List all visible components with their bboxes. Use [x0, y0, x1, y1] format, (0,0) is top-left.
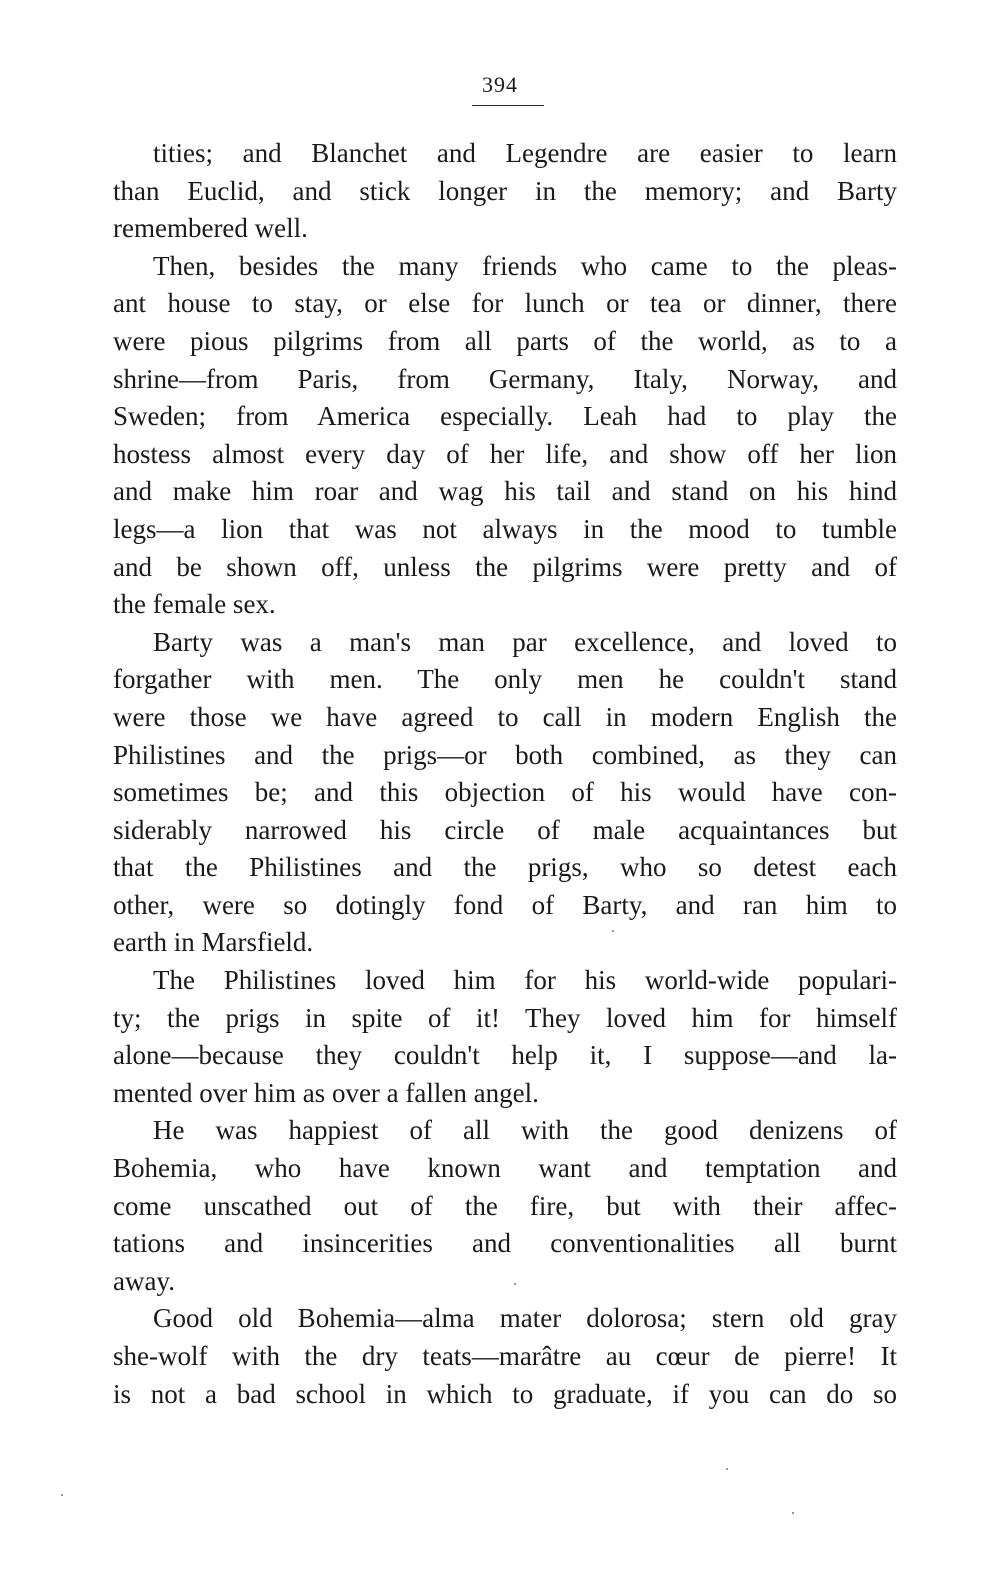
body-text: [113, 135, 897, 1413]
text-line: tations and insincerities and conventionalities all burnt: [113, 1228, 897, 1259]
text-line: come unscathed out of the fire, but with their affec-: [113, 1190, 897, 1221]
text-line: alone—because they couldn't help it, I suppose—and la-: [113, 1040, 897, 1071]
paragraph: [113, 962, 897, 1112]
paper-speck: [792, 1512, 794, 1514]
text-line: than Euclid, and stick longer in the memory; and Barty: [113, 175, 897, 206]
text-line: ant house to stay, or else for lunch or tea or dinner, there: [113, 288, 897, 319]
text-line: other, were so dotingly fond of Barty, and ran him to: [113, 889, 897, 920]
text-line: ty; the prigs in spite of it! They loved him for himself: [113, 1002, 897, 1033]
paragraph: [113, 1112, 897, 1300]
paragraph: [113, 248, 897, 624]
text-line: shrine—from Paris, from Germany, Italy, Norway, and: [113, 363, 897, 394]
text-line: forgather with men. The only men he couldn't stand: [113, 664, 897, 695]
paper-speck: [61, 1494, 63, 1496]
text-line: she-wolf with the dry teats—marâtre au cœur de pierre! It: [113, 1341, 897, 1371]
page-number: 394: [482, 72, 518, 97]
paragraph: [113, 624, 897, 962]
text-line: Good old Bohemia—alma mater dolorosa; stern old gray: [153, 1303, 897, 1334]
text-line: legs—a lion that was not always in the mood to tumble: [113, 513, 897, 544]
text-line: and make him roar and wag his tail and stand on his hind: [113, 476, 897, 507]
text-line: Philistines and the prigs—or both combined, as they can: [113, 739, 897, 770]
text-line: mented over him as over a fallen angel.: [113, 1077, 539, 1108]
text-line: He was happiest of all with the good denizens of: [153, 1115, 897, 1146]
text-line: that the Philistines and the prigs, who so detest each: [113, 852, 897, 883]
text-line: sometimes be; and this objection of his would have con-: [113, 777, 897, 808]
text-line: The Philistines loved him for his world-wide populari-: [153, 965, 897, 996]
text-line: were pious pilgrims from all parts of the world, as to a: [113, 325, 897, 356]
text-line: Sweden; from America especially. Leah had to play the: [113, 401, 897, 432]
paragraph: [113, 1300, 897, 1413]
text-line: is not a bad school in which to graduate, if you can do so: [113, 1378, 897, 1409]
paragraph: [113, 135, 897, 248]
text-line: siderably narrowed his circle of male acquaintances but: [113, 814, 897, 845]
header-rule: [472, 105, 544, 106]
paper-speck: [612, 930, 614, 932]
text-line: Bohemia, who have known want and temptation and: [113, 1153, 897, 1184]
paper-speck: [514, 1283, 516, 1285]
text-line: Barty was a man's man par excellence, and loved to: [153, 626, 897, 657]
text-line: hostess almost every day of her life, and show off her lion: [113, 438, 897, 469]
text-line: tities; and Blanchet and Legendre are easier to learn: [153, 138, 897, 168]
paper-speck: [726, 1468, 728, 1470]
text-line: earth in Marsfield.: [113, 927, 314, 958]
text-line: remembered well.: [113, 213, 308, 244]
text-line: and be shown off, unless the pilgrims were pretty and of: [113, 551, 897, 582]
text-line: away.: [113, 1265, 175, 1296]
text-line: were those we have agreed to call in modern English the: [113, 701, 897, 732]
text-line: Then, besides the many friends who came to the pleas-: [153, 250, 897, 281]
text-line: the female sex.: [113, 589, 276, 620]
